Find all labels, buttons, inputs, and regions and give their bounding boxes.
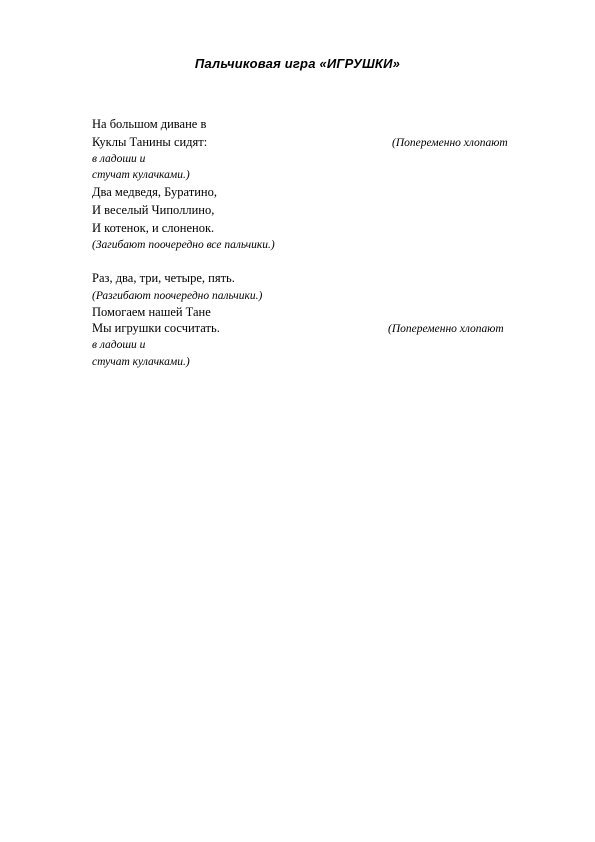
poem-line: И котенок, и слоненок. <box>92 221 215 235</box>
poem-line: Мы игрушки сосчитать. <box>92 321 220 335</box>
instruction-note: стучат кулачками.) <box>92 356 190 368</box>
poem-line: Помогаем нашей Тане <box>92 305 211 319</box>
poem-line: И веселый Чиполлино, <box>92 203 215 217</box>
instruction-note: (Попеременно хлопают <box>392 137 508 149</box>
instruction-note: (Разгибают поочередно пальчики.) <box>92 290 263 302</box>
instruction-note: стучат кулачками.) <box>92 169 190 181</box>
instruction-note: в ладоши и <box>92 153 146 165</box>
poem-line: Раз, два, три, четыре, пять. <box>92 271 235 285</box>
instruction-note: в ладоши и <box>92 339 146 351</box>
instruction-note: (Загибают поочередно все пальчики.) <box>92 239 275 251</box>
poem-line: Куклы Танины сидят: <box>92 135 208 149</box>
page-title: Пальчиковая игра «ИГРУШКИ» <box>194 56 401 71</box>
poem-line: Два медведя, Буратино, <box>92 185 217 199</box>
instruction-note: (Попеременно хлопают <box>388 323 504 335</box>
poem-line: На большом диване в <box>92 117 207 131</box>
